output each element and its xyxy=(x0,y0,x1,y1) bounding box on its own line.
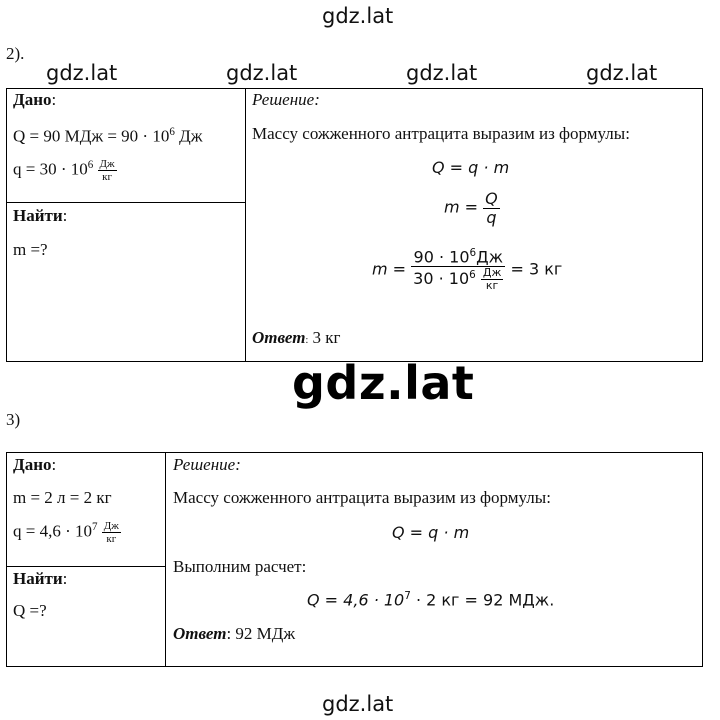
problem-2-number: 2). xyxy=(6,44,25,63)
problem-3-given-m: m = 2 л = 2 кг xyxy=(13,488,112,507)
problem-2-formula-3: m = $90 \cdot 10^6Дж$ $30 \cdot 10^6$ $\frac{Дж}{кг}$ = 3 кг xyxy=(372,247,563,293)
problem-2-given-Q: Q = 90 МДж = $90 \cdot 10^6$ Дж xyxy=(13,126,203,146)
problem-2-find-m: m =? xyxy=(13,240,48,259)
problem-3-table xyxy=(6,452,703,667)
watermark-row-1: gdz.lat xyxy=(46,61,118,85)
problem-3-calc-label: Выполним расчет: xyxy=(173,557,307,576)
watermark-row-3: gdz.lat xyxy=(406,61,478,85)
problem-3-find-Q: Q =? xyxy=(13,601,47,620)
watermark-bottom: gdz.lat xyxy=(322,692,394,716)
problem-3-given-heading: Дано: xyxy=(13,455,57,474)
watermark-big: gdz.lat xyxy=(292,356,475,410)
problem-3-answer: Ответ: 92 МДж xyxy=(173,624,296,643)
problem-3-calc: $Q = 4,6 \cdot 10^7 \cdot 2$ кг = 92 МДж. xyxy=(307,590,555,610)
problem-2-formula-2: m = $\frac{Q}{q}$ xyxy=(444,189,498,227)
problem-2-given-divider xyxy=(6,202,246,203)
problem-3-number: 3) xyxy=(6,410,21,429)
problem-2-solution-intro: Массу сожженного антрацита выразим из формулы: xyxy=(252,124,630,143)
problem-2-solution-heading: Решение: xyxy=(252,90,320,109)
problem-3-solution-heading: Решение: xyxy=(173,455,241,474)
watermark-row-4: gdz.lat xyxy=(586,61,658,85)
problem-3-solution-intro: Массу сожженного антрацита выразим из формулы: xyxy=(173,488,551,507)
problem-3-given-divider xyxy=(6,566,166,567)
problem-2-given-q: $q = 30 \cdot 10^6$ $\frac{Дж}{кг}$ xyxy=(13,158,115,184)
problem-2-answer: Ответ: 3 кг xyxy=(252,328,341,347)
problem-2-find-heading: Найти: xyxy=(13,206,68,225)
problem-2-formula-1: Q = q · m xyxy=(432,158,510,177)
problem-3-divider xyxy=(165,452,166,667)
problem-3-find-heading: Найти: xyxy=(13,569,68,588)
watermark-row-2: gdz.lat xyxy=(226,61,298,85)
problem-3-formula-1: Q = q · m xyxy=(392,523,470,542)
problem-3-given-q: $q = 4,6 \cdot 10^7$ $\frac{Дж}{кг}$ xyxy=(13,520,119,546)
problem-2-given-heading: Дано: xyxy=(13,90,57,109)
watermark-top: gdz.lat xyxy=(322,4,394,28)
problem-2-divider xyxy=(245,88,246,362)
